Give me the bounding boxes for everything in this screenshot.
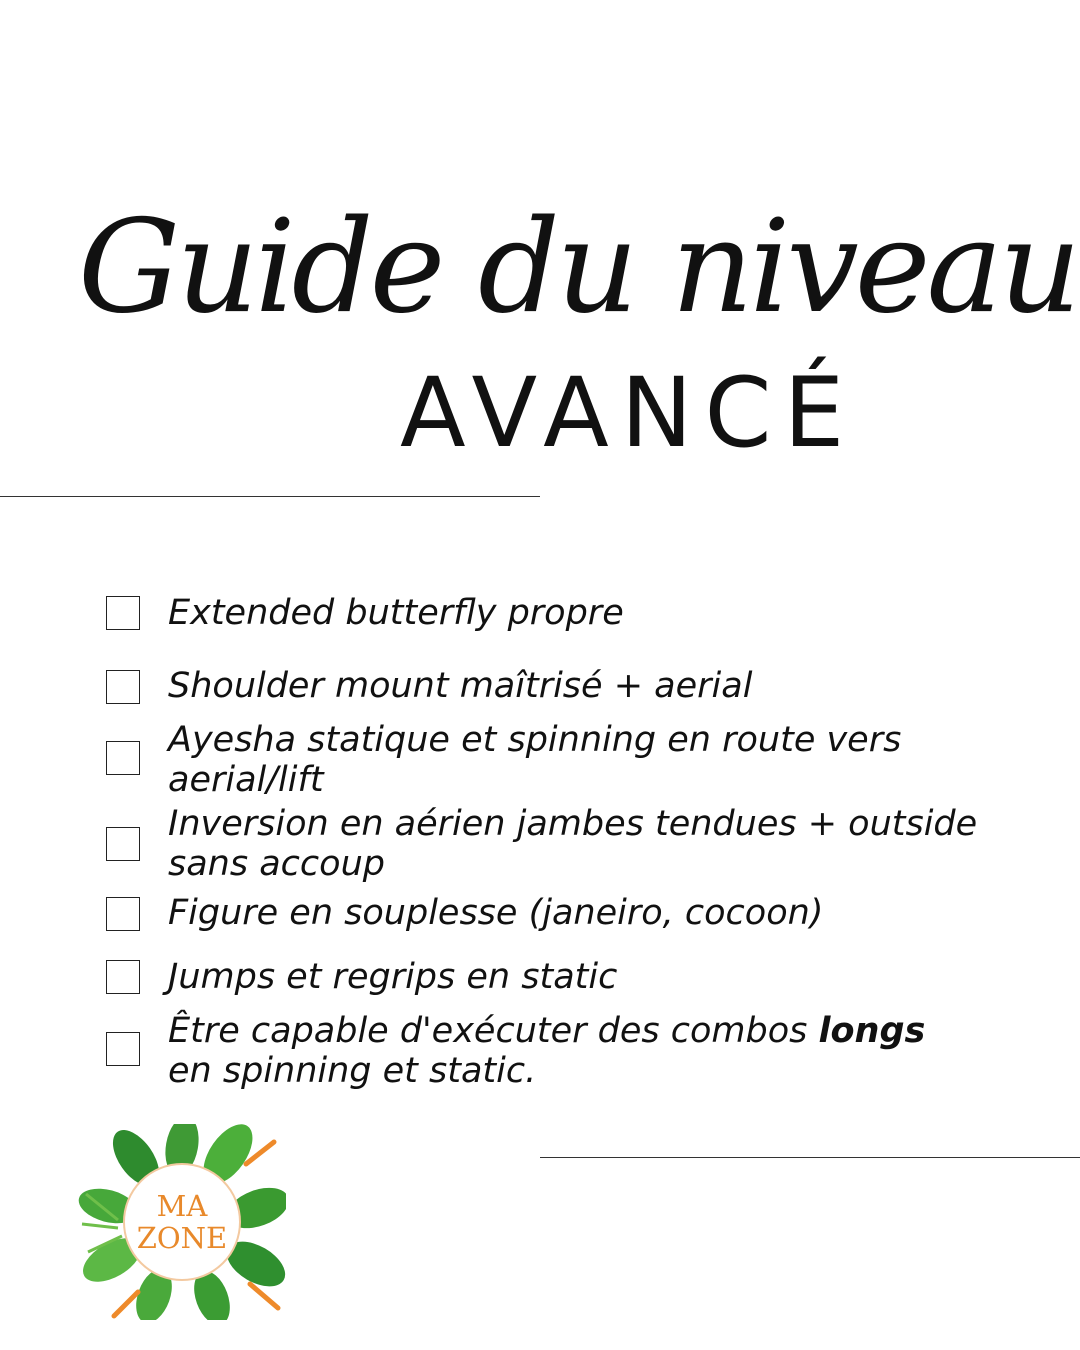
ma-zone-logo [78,1124,286,1320]
checklist-item-label-line1: Ayesha statique et spinning en route vers [168,720,902,760]
checklist-item-label: Jumps et regrips en static [168,957,618,997]
checklist-item-label-line2: sans accoup [168,844,385,884]
checkbox[interactable] [106,827,140,861]
checklist-item-label: Figure en souplesse (janeiro, cocoon) [168,893,824,933]
checkbox[interactable] [106,897,140,931]
checkbox[interactable] [106,960,140,994]
page-subtitle: AVANCÉ [400,357,857,469]
checklist-item-label: Shoulder mount maîtrisé + aerial [168,666,753,706]
checklist-item-text: Être capable d'exécuter des combos [168,1011,819,1051]
checklist-item-label-line1 [168,1011,1028,1051]
logo-text-line1: MA [156,1189,208,1223]
checklist-item-emphasis: longs [818,1011,926,1051]
checkbox[interactable] [106,741,140,775]
logo-text-line2: ZONE [136,1221,228,1255]
checklist-item-label-line2: en spinning et static. [168,1051,537,1091]
page-title: Guide du niveau [78,193,1078,342]
checklist-item-label-line2: aerial/lift [168,760,324,800]
checkbox[interactable] [106,1032,140,1066]
divider-bottom [540,1157,1080,1158]
checkbox[interactable] [106,596,140,630]
checklist-item-label-line1: Inversion en aérien jambes tendues + outside [168,804,978,844]
checklist-item-label: Extended butterfly propre [168,593,624,633]
checkbox[interactable] [106,670,140,704]
